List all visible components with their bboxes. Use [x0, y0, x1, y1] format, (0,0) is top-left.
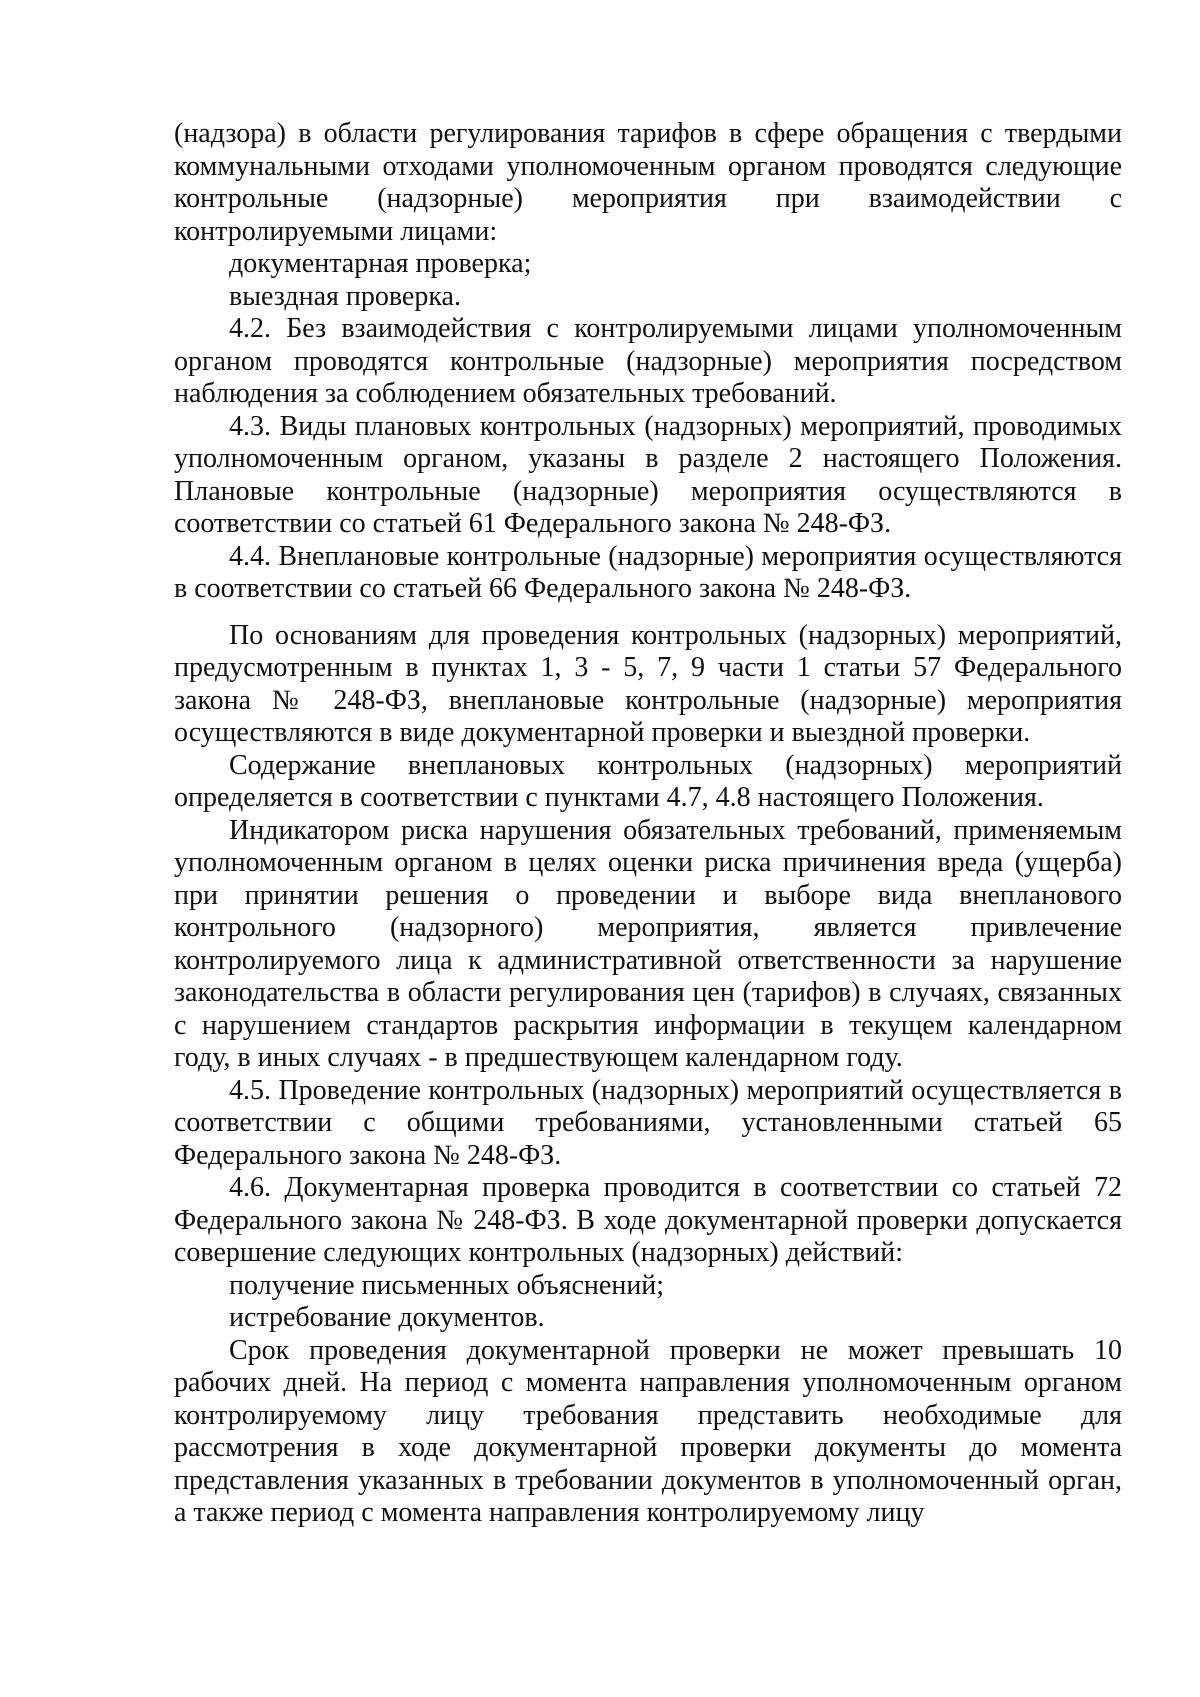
paragraph-risk-indicator: Индикатором риска нарушения обязательных требований, применяемым уполномоченным органом в целях оценки риска причинения вреда (ущерба) при принятии решения о проведении и выборе вида внепланового контрольного (надзорного) мероприятия, является привлечение контролируемого лица к административной ответственности за нарушение законодательства в области регулирования цен (тарифов) в случаях, связанных с нарушением стандартов раскрытия информации в текущем календарном году, в иных случаях - в предшествующем календарном году.: [174, 814, 1122, 1073]
paragraph-unscheduled-grounds: По основаниям для проведения контрольных (надзорных) мероприятий, предусмотренным в пунктах 1, 3 - 5, 7, 9 части 1 статьи 57 Федерального закона № 248-ФЗ, внеплановые контрольные (надзорные) мероприятия осуществляются в виде документарной проверки и выездной проверки.: [174, 619, 1122, 748]
paragraph-intro-continued: (надзора) в области регулирования тарифов в сфере обращения с твердыми коммунальными отходами уполномоченным органом проводятся следующие контрольные (надзорные) мероприятия при взаимодействии с контролируемыми лицами:: [174, 118, 1122, 247]
paragraph-4-2: 4.2. Без взаимодействия с контролируемыми лицами уполномоченным органом проводятся контрольные (надзорные) мероприятия посредством наблюдения за соблюдением обязательных требований.: [174, 313, 1122, 409]
paragraph-unscheduled-content: Содержание внеплановых контрольных (надзорных) мероприятий определяется в соответствии с пунктами 4.7, 4.8 настоящего Положения.: [174, 749, 1122, 813]
list-item-written-explanations: получение письменных объяснений;: [229, 1269, 665, 1301]
document-text: [174, 118, 1122, 1530]
paragraph-inspection-period: Срок проведения документарной проверки не может превышать 10 рабочих дней. На период с момента направления уполномоченным органом контролируемому лицу требования представить необходимые для рассмотрения в ходе документарной проверки документы до момента представления указанных в требовании документов в уполномоченный орган, а также период с момента направления контролируемому лицу: [174, 1334, 1122, 1528]
paragraph-4-4: 4.4. Внеплановые контрольные (надзорные) мероприятия осуществляются в соответствии со статьей 66 Федерального закона № 248-ФЗ.: [174, 540, 1122, 604]
list-item-document-request: истребование документов.: [229, 1302, 545, 1333]
paragraph-4-5: 4.5. Проведение контрольных (надзорных) мероприятий осуществляется в соответствии с общими требованиями, установленными статьей 65 Федерального закона № 248-ФЗ.: [174, 1074, 1122, 1171]
list-item-field-inspection: выездная проверка.: [229, 280, 461, 312]
paragraph-4-6: 4.6. Документарная проверка проводится в соответствии со статьей 72 Федерального закона № 248-ФЗ. В ходе документарной проверки допускается совершение следующих контрольных (надзорных) действий:: [174, 1172, 1122, 1268]
list-item-documentary-inspection: документарная проверка;: [229, 248, 532, 279]
paragraph-4-3: 4.3. Виды плановых контрольных (надзорных) мероприятий, проводимых уполномоченным органом, указаны в разделе 2 настоящего Положения. Плановые контрольные (надзорные) мероприятия осуществляются в соответствии со статьей 61 Федерального закона № 248-ФЗ.: [174, 410, 1122, 539]
